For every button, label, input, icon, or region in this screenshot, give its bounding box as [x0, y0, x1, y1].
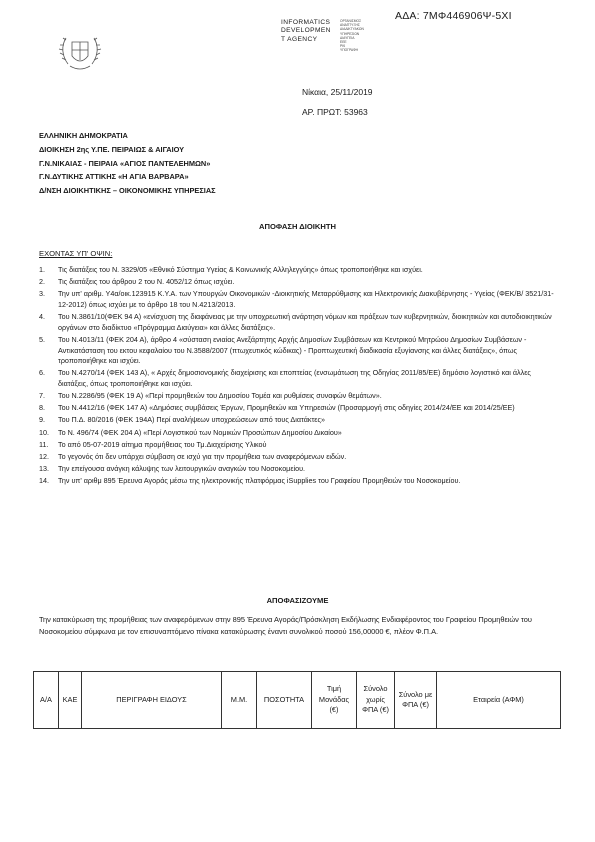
item-text: Την υπ' αριθμ. Υ4α/οικ.123915 Κ.Υ.Α. των Υπουργών Οικονομικών -Διοικητικής Μεταρρύθμισης και Ηλεκτρονικής Διακυβέρνησης - Υγείας (ΦΕΚ/Β/ 3521/31-12-2012) όπως ισχύει με το άρθρο 18 του Ν.4213/2013. [58, 289, 554, 309]
item-number: 9. [39, 415, 45, 425]
item-text: Την επείγουσα ανάγκη κάλυψης των λειτουργικών αναγκών του Νοσοκομείου. [58, 464, 306, 474]
list-item [39, 464, 554, 475]
list-item [39, 391, 554, 402]
list-item [39, 289, 554, 310]
item-text: Του Ν.4013/11 (ΦΕΚ 204 Α), άρθρο 4 «σύσταση ενιαίας Ανεξάρτητης Αρχής Δημοσίων Συμβάσεων και Κεντρικού Μητρώου Δημοσίων Συμβάσεων - Αντικατάσταση του εκτου κεφαλαίου του Ν.3588/2007 (πτωχευτικός κώδικας) - Προπτωχευτική διαδικασία εξυγίανσης και άλλες διατάξεις», όπως τροποποιήθηκε και ισχύει. [58, 334, 527, 366]
item-text: Το γεγονός ότι δεν υπάρχει σύμβαση σε ισχύ για την προμήθεια των αναφερόμενων ειδών. [58, 452, 347, 462]
item-text: Του Ν.2286/95 (ΦΕΚ 19 Α) «Περί προμηθειών του Δημοσίου Τομέα και ρυθμίσεις συναφών θεμάτων». [58, 391, 382, 401]
award-table [33, 671, 561, 729]
col-header-kae: ΚΑΕ [59, 672, 82, 729]
item-number: 8. [39, 403, 45, 413]
list-item [39, 277, 554, 288]
having-in-view-label: ΕΧΟΝΤΑΣ ΥΠ' ΟΨΙΝ: [39, 249, 113, 258]
decision-paragraph: Την κατακύρωση της προμήθειας των αναφερόμενων στην 895 Έρευνα Αγοράς/Πρόσκληση Εκδήλωσης Ενδιαφέροντος του Γραφείου Προμηθειών του Νοσοκομείου σύμφωνα με τον επισυναπτόμενο πίνακα κατακύρωσης έναντι συνολικού ποσού 156,00000 €, πλέον Φ.Π.Α. [39, 615, 532, 637]
item-number: 7. [39, 391, 45, 401]
item-number: 10. [39, 427, 49, 437]
item-number: 12. [39, 452, 49, 462]
item-text: Το Ν. 496/74 (ΦΕΚ 204 Α) «Περί Λογιστικού των Νομικών Προσώπων Δημοσίου Δικαίου» [58, 427, 342, 437]
col-header-unit-price: Τιμή Μονάδας (€) [312, 672, 357, 729]
item-text: Του Π.Δ. 80/2016 (ΦΕΚ 194Α) Περί αναλήψεων υποχρεώσεων από τους Διατάκτες» [58, 415, 325, 425]
col-header-quantity: ΠΟΣΟΤΗΤΑ [257, 672, 312, 729]
item-number: 4. [39, 312, 45, 322]
item-number: 13. [39, 464, 49, 474]
authority-line: ΔΙΟΙΚΗΣΗ 2ης Υ.ΠΕ. ΠΕΙΡΑΙΩΣ & ΑΙΓΑΙΟΥ [39, 144, 185, 154]
col-header-unit: Μ.Μ. [222, 672, 257, 729]
item-text: Την υπ' αριθμ 895 Έρευνα Αγοράς μέσω της ηλεκτρονικής πλατφόρμας iSupplies του Γραφείου Προμηθειών του Νοσοκομείου. [58, 476, 461, 486]
agency-line: INFORMATICS [281, 19, 331, 26]
authority-line: Δ/ΝΣΗ ΔΙΟΙΚΗΤΙΚΗΣ – ΟΙΚΟΝΟΜΙΚΗΣ ΥΠΗΡΕΣΙΑΣ [39, 186, 216, 196]
item-number: 5. [39, 334, 45, 344]
item-text: Του Ν.3861/10(ΦΕΚ 94 Α) «ενίσχυση της διαφάνειας με την υποχρεωτική ανάρτηση νόμων και πράξεων των κυβερνητικών, διοικητικών και αυτοδιοικητικών οργάνων στο διαδίκτυο «Πρόγραμμα Διαύγεια» και άλλες διατάξεις». [58, 312, 552, 332]
agency-sub-line: ΥΠΗΡΕΣΙΩΝ [340, 31, 360, 36]
agency-sub-line: ΥΠΟΓΡΑΦΗ [340, 48, 359, 53]
item-number: 6. [39, 368, 45, 378]
ada-code: ΑΔΑ: 7ΜΦ446906Ψ-5ΧΙ [395, 10, 512, 22]
item-text: Τις διατάξεις του άρθρου 2 του Ν. 4052/12 όπως ισχύει. [58, 277, 235, 287]
item-number: 3. [39, 289, 45, 299]
list-item [39, 265, 554, 276]
list-item [39, 335, 554, 367]
place-date: Νίκαια, 25/11/2019 [302, 87, 373, 97]
col-header-total-with-vat: Σύνολο με ΦΠΑ (€) [395, 672, 437, 729]
col-header-index: Α/Α [34, 672, 59, 729]
authority-line: ΕΛΛΗΝΙΚΗ ΔΗΜΟΚΡΑΤΙΑ [39, 131, 128, 140]
we-decide-title: ΑΠΟΦΑΣΙΖΟΥΜΕ [266, 596, 329, 605]
list-item [39, 476, 554, 487]
item-number: 1. [39, 265, 45, 274]
agency-sub-line: EEE [340, 40, 347, 45]
list-item [39, 403, 554, 414]
agency-sub-line: ΟΡΓΑΝΙΣΜΟΣ [340, 19, 362, 23]
list-item [39, 440, 554, 451]
item-text: Το από 05-07-2019 αίτημα προμήθειας του Τμ.Διαχείρισης Υλικού [58, 439, 267, 449]
authority-line: Γ.Ν.ΔΥΤΙΚΗΣ ΑΤΤΙΚΗΣ «Η ΑΓΙΑ ΒΑΡΒΑΡΑ» [39, 172, 189, 182]
item-text: Τις διατάξεις του Ν. 3329/05 «Εθνικό Σύστημα Υγείας & Κοινωνικής Αλληλεγγύης» όπως τροποποιήθηκε και ισχύει. [58, 265, 423, 274]
agency-line: T AGENCY [281, 35, 318, 43]
agency-sub-line: ΔΙΑΥΓΕΙΑ [340, 35, 355, 40]
list-item [39, 312, 554, 333]
col-header-company: Εταιρεία (ΑΦΜ) [437, 672, 561, 729]
considerations-list [39, 265, 554, 489]
item-number: 2. [39, 277, 45, 287]
protocol-number: ΑΡ. ΠΡΩΤ: 53963 [302, 107, 368, 117]
col-header-total-no-vat: Σύνολο χωρίς ΦΠΑ (€) [357, 672, 395, 729]
agency-sub-line: PKI [340, 44, 346, 49]
decision-title: ΑΠΟΦΑΣΗ ΔΙΟΙΚΗΤΗ [259, 222, 336, 231]
agency-line: DEVELOPMEN [281, 27, 331, 35]
col-header-description: ΠΕΡΙΓΡΑΦΗ ΕΙΔΟΥΣ [82, 672, 222, 729]
list-item [39, 428, 554, 439]
list-item [39, 415, 554, 426]
agency-sub-line: ΑΝΑΠΤΥΞΗΣ [340, 23, 360, 28]
table-header-row [34, 672, 561, 729]
issuing-authority [39, 129, 216, 198]
authority-line: Γ.Ν.ΝΙΚΑΙΑΣ - ΠΕΙΡΑΙΑ «ΑΓΙΟΣ ΠΑΝΤΕΛΕΗΜΩΝ» [39, 158, 211, 168]
agency-subtext [340, 19, 410, 53]
agency-name [281, 19, 331, 44]
list-item [39, 452, 554, 463]
item-number: 11. [39, 439, 49, 449]
greek-emblem-icon [48, 24, 112, 88]
agency-sub-line: ΔΙΑΔΙΚΤΥΑΚΩΝ [340, 27, 364, 32]
item-text: Του Ν.4270/14 (ΦΕΚ 143 Α), « Αρχές δημοσιονομικής διαχείρισης και εποπτείας (ενσωμάτωση της Οδηγίας 2011/85/ΕΕ) δημόσιο λογιστικό και άλλες διατάξεις, όπως τροποποιήθηκε και ισχύει. [58, 368, 531, 388]
item-text: Του Ν.4412/16 (ΦΕΚ 147 Α) «Δημόσιες συμβάσεις Έργων, Προμηθειών και Υπηρεσιών (Προσαρμογή στις οδηγίες 2014/24/ΕΕ και 2014/25/ΕΕ) [58, 403, 515, 413]
item-number: 14. [39, 476, 49, 486]
list-item [39, 368, 554, 389]
